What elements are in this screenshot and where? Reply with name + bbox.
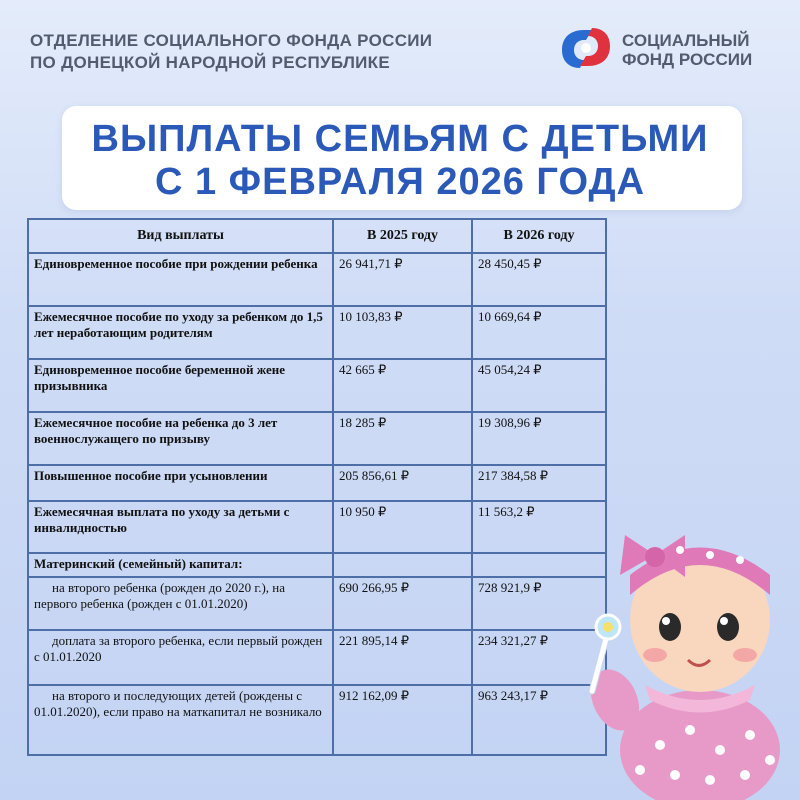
- value-2026: 11 563,2 ₽: [472, 501, 606, 553]
- payments-table: [27, 218, 607, 756]
- table-header-row: [28, 219, 606, 253]
- value-2026: 10 669,64 ₽: [472, 306, 606, 359]
- value-2025: 205 856,61 ₽: [333, 465, 472, 501]
- table-row: [28, 577, 606, 630]
- table-row: [28, 465, 606, 501]
- value-2025: 690 266,95 ₽: [333, 577, 472, 630]
- value-2025: 10 950 ₽: [333, 501, 472, 553]
- value-2026: 28 450,45 ₽: [472, 253, 606, 306]
- payment-name: Повышенное пособие при усыновлении: [28, 465, 333, 501]
- baby-illustration: [560, 515, 800, 800]
- column-header-2025: В 2025 году: [333, 219, 472, 253]
- value-2025: 10 103,83 ₽: [333, 306, 472, 359]
- value-2025: 26 941,71 ₽: [333, 253, 472, 306]
- page-title-line1: ВЫПЛАТЫ СЕМЬЯМ С ДЕТЬМИ: [91, 118, 709, 160]
- value-2026: 45 054,24 ₽: [472, 359, 606, 412]
- payment-name: на второго ребенка (рожден до 2020 г.), на первого ребенка (рожден с 01.01.2020): [28, 577, 333, 630]
- table-row: [28, 501, 606, 553]
- payment-name: Единовременное пособие беременной жене призывника: [28, 359, 333, 412]
- sfr-logo-line2: ФОНД РОССИИ: [622, 50, 753, 69]
- table-row: [28, 359, 606, 412]
- value-2026: 19 308,96 ₽: [472, 412, 606, 465]
- column-header-type: Вид выплаты: [28, 219, 333, 253]
- sfr-logo-text: [622, 31, 752, 69]
- value-2026: 217 384,58 ₽: [472, 465, 606, 501]
- payment-name: доплата за второго ребенка, если первый рожден с 01.01.2020: [28, 630, 333, 685]
- payment-name: Единовременное пособие при рождении ребенка: [28, 253, 333, 306]
- table-row: [28, 253, 606, 306]
- payment-name: Материнский (семейный) капитал:: [28, 553, 333, 577]
- value-2026: 234 321,27 ₽: [472, 630, 606, 685]
- org-name-line2: ПО ДОНЕЦКОЙ НАРОДНОЙ РЕСПУБЛИКЕ: [30, 53, 390, 72]
- value-2025: 912 162,09 ₽: [333, 685, 472, 755]
- value-2026: 963 243,17 ₽: [472, 685, 606, 755]
- sfr-logo-icon: [558, 26, 614, 70]
- payment-name: на второго и последующих детей (рождены с 01.01.2020), если право на маткапитал не возникало: [28, 685, 333, 755]
- table-row: [28, 412, 606, 465]
- value-2025: 18 285 ₽: [333, 412, 472, 465]
- payment-name: Ежемесячная выплата по уходу за детьми с инвалидностью: [28, 501, 333, 553]
- payment-name: Ежемесячное пособие на ребенка до 3 лет военнослужащего по призыву: [28, 412, 333, 465]
- value-2026: 728 921,9 ₽: [472, 577, 606, 630]
- table-row: [28, 630, 606, 685]
- page-title-line2: С 1 ФЕВРАЛЯ 2026 ГОДА: [154, 161, 646, 203]
- table-row: [28, 306, 606, 359]
- org-name-line1: ОТДЕЛЕНИЕ СОЦИАЛЬНОГО ФОНДА РОССИИ: [30, 31, 433, 50]
- value-2025: 221 895,14 ₽: [333, 630, 472, 685]
- payment-name: Ежемесячное пособие по уходу за ребенком до 1,5 лет неработающим родителям: [28, 306, 333, 359]
- value-2025: [333, 553, 472, 577]
- sfr-logo: [558, 26, 773, 70]
- org-name: [30, 30, 432, 74]
- column-header-2026: В 2026 году: [472, 219, 606, 253]
- sfr-logo-line1: СОЦИАЛЬНЫЙ: [622, 31, 750, 50]
- table-row: [28, 553, 606, 577]
- table-row: [28, 685, 606, 755]
- value-2025: 42 665 ₽: [333, 359, 472, 412]
